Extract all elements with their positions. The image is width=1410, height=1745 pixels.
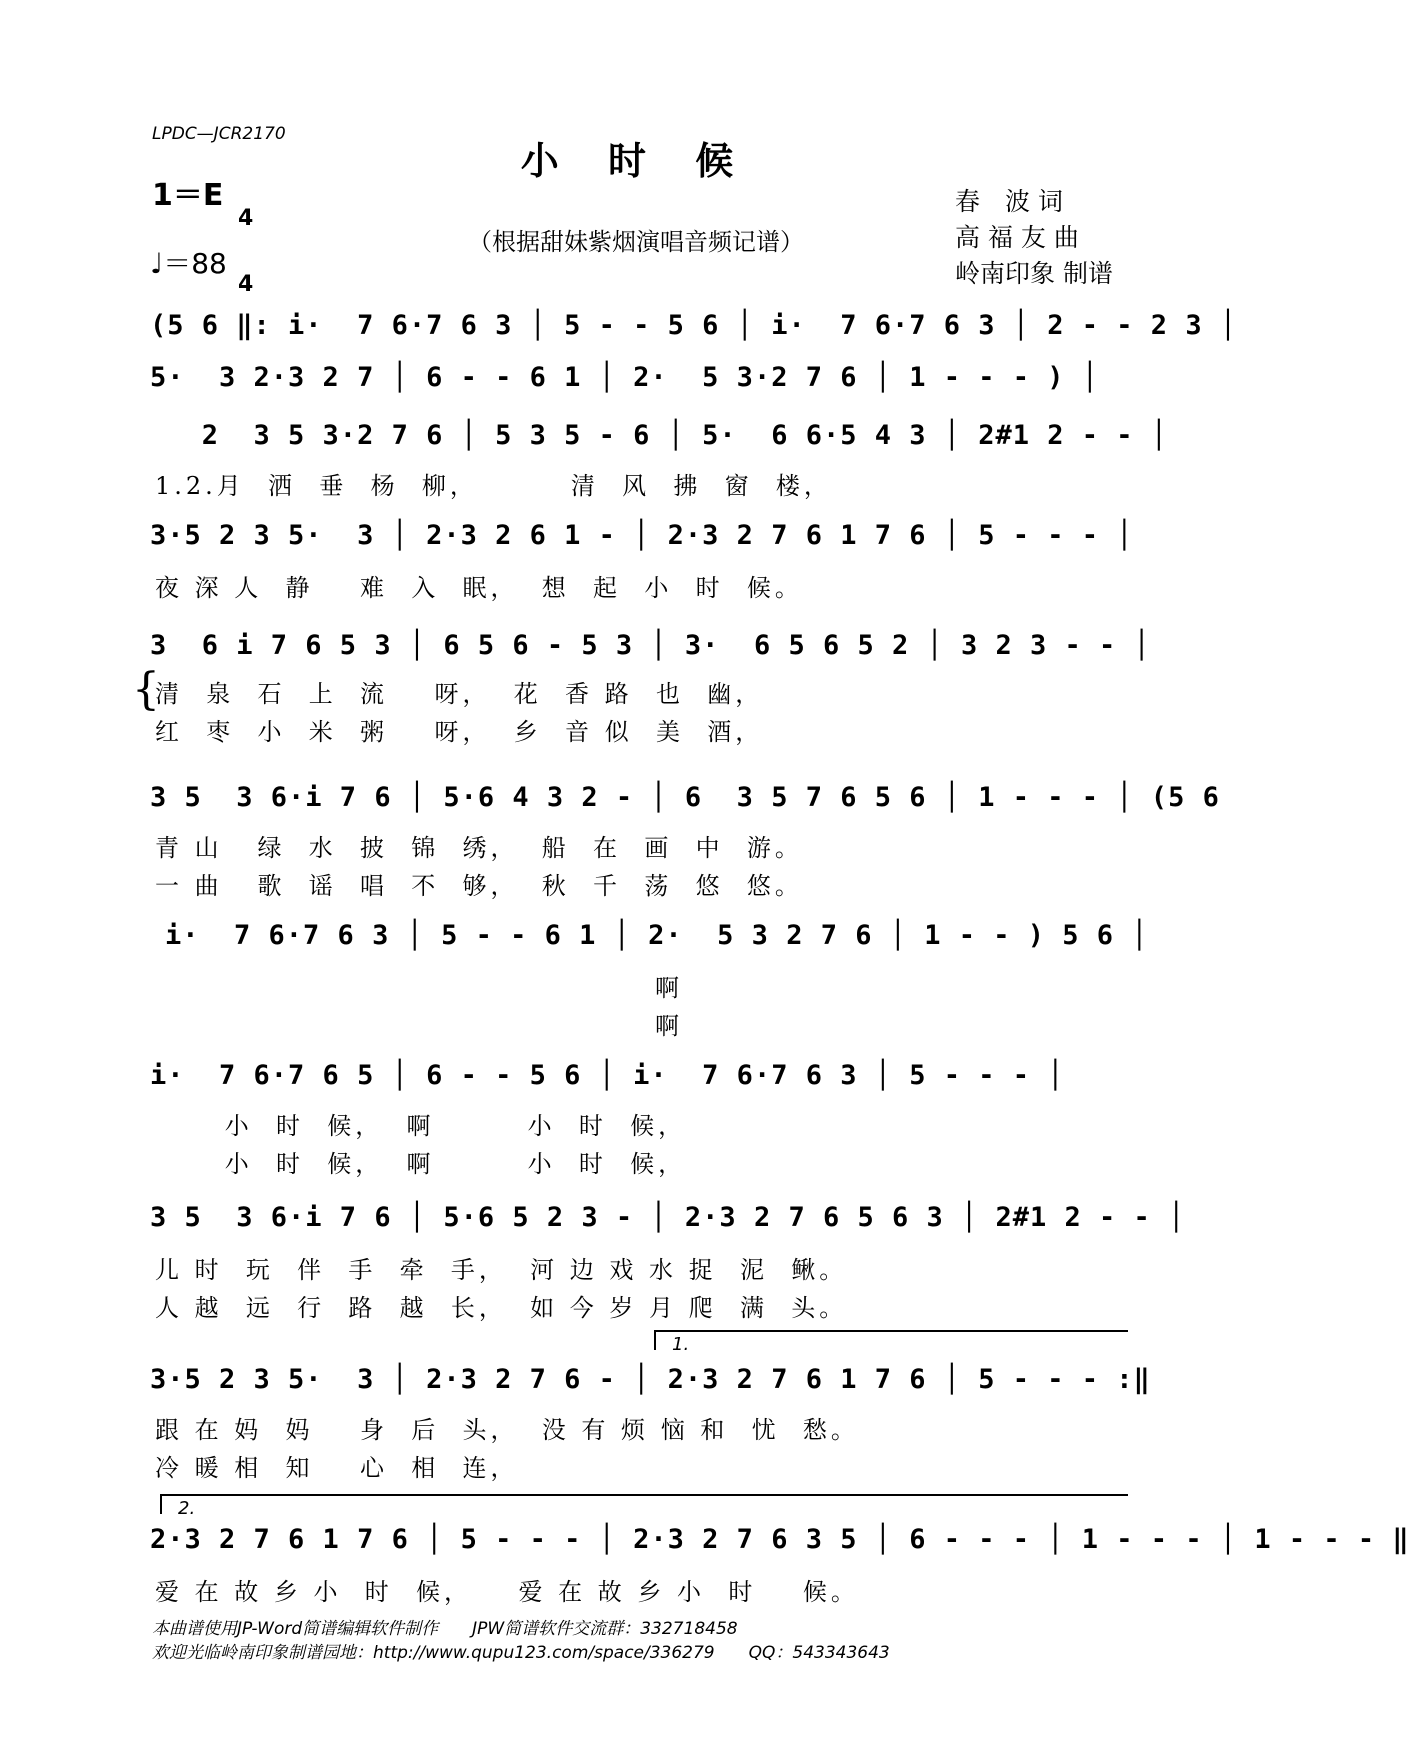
notation-line-8: i· 7 6·7 6 5 │ 6 - - 5 6 │ i· 7 6·7 6 3 │ 5 - - - │ <box>150 1060 1065 1091</box>
lyric-line-4a: 夜 深 人 静 难 入 眠， 想 起 小 时 候。 <box>155 574 803 602</box>
song-title: 小 时 候 <box>520 138 752 183</box>
lyricist-credit: 春 波 词 <box>955 187 1063 216</box>
lyric-line-9b: 人 越 远 行 路 越 长， 如 今 岁 月 爬 满 头。 <box>155 1294 848 1322</box>
lyric-line-10b: 冷 暖 相 知 心 相 连， <box>155 1454 519 1482</box>
notation-line-11: 2·3 2 7 6 1 7 6 │ 5 - - - │ 2·3 2 7 6 3 5 │ 6 - - - │ 1 - - - │ 1 - - - ‖ <box>150 1524 1410 1555</box>
arranger-credit: 岭南印象 制谱 <box>955 259 1113 288</box>
lyric-line-8a: 小 时 候， 啊 小 时 候， <box>155 1112 687 1140</box>
lyric-line-11a: 爱 在 故 乡 小 时 候， 爱 在 故 乡 小 时 候。 <box>155 1578 859 1606</box>
notation-line-5: 3 6 i 7 6 5 3 │ 6 5 6 - 5 3 │ 3· 6 5 6 5 2 │ 3 2 3 - - │ <box>150 630 1151 661</box>
composer-credit: 高 福 友 曲 <box>955 223 1079 252</box>
lyric-line-7a: 啊 <box>155 974 684 1002</box>
source-note: （根据甜妹紫烟演唱音频记谱） <box>468 228 804 256</box>
lyric-line-10a: 跟 在 妈 妈 身 后 头， 没 有 烦 恼 和 忧 愁。 <box>155 1416 859 1444</box>
tempo-mark: ♩＝88 <box>150 247 227 280</box>
notation-line-9: 3 5 3 6·i 7 6 │ 5·6 5 2 3 - │ 2·3 2 7 6 5 6 3 │ 2#1 2 - - │ <box>150 1202 1186 1233</box>
notation-line-3: 2 3 5 3·2 7 6 │ 5 3 5 - 6 │ 5· 6 6·5 4 3 │ 2#1 2 - - │ <box>150 420 1169 451</box>
lyric-line-5b: 红 枣 小 米 粥 呀， 乡 音 似 美 酒， <box>155 718 764 746</box>
notation-line-1: (5 6 ‖: i· 7 6·7 6 3 │ 5 - - 5 6 │ i· 7 6·7 6 3 │ 2 - - 2 3 │ <box>150 310 1238 341</box>
time-signature-top: 4 <box>238 206 254 231</box>
key-signature: 1＝E <box>152 178 224 213</box>
second-ending-label: 2. <box>178 1498 196 1519</box>
footer-software: 本曲谱使用JP-Word简谱编辑软件制作 JPW简谱软件交流群：332718458 <box>152 1619 738 1639</box>
first-ending-bracket <box>654 1330 1128 1355</box>
lyric-line-9a: 儿 时 玩 伴 手 牵 手， 河 边 戏 水 捉 泥 鳅。 <box>155 1256 848 1284</box>
lyric-line-5a: 清 泉 石 上 流 呀， 花 香 路 也 幽， <box>155 680 764 708</box>
lyric-line-6a: 青 山 绿 水 披 锦 绣， 船 在 画 中 游。 <box>155 834 803 862</box>
notation-line-4: 3·5 2 3 5· 3 │ 2·3 2 6 1 - │ 2·3 2 7 6 1 7 6 │ 5 - - - │ <box>150 520 1134 551</box>
time-signature-bottom: 4 <box>238 272 254 297</box>
notation-line-2: 5· 3 2·3 2 7 │ 6 - - 6 1 │ 2· 5 3·2 7 6 │ 1 - - - ) │ <box>150 362 1100 393</box>
lyric-line-8b: 小 时 候， 啊 小 时 候， <box>155 1150 687 1178</box>
notation-line-7: i· 7 6·7 6 3 │ 5 - - 6 1 │ 2· 5 3 2 7 6 │ 1 - - ) 5 6 │ <box>165 920 1149 951</box>
second-ending-bracket <box>160 1494 1128 1519</box>
notation-line-6: 3 5 3 6·i 7 6 │ 5·6 4 3 2 - │ 6 3 5 7 6 5 6 │ 1 - - - │ (5 6 <box>150 782 1220 813</box>
score-code: LPDC—JCR2170 <box>152 124 286 144</box>
lyric-line-7b: 啊 <box>155 1012 684 1040</box>
first-ending-label: 1. <box>672 1334 690 1355</box>
notation-line-10: 3·5 2 3 5· 3 │ 2·3 2 7 6 - │ 2·3 2 7 6 1 7 6 │ 5 - - - :‖ <box>150 1364 1151 1395</box>
lyric-line-3a: 1.2.月 洒 垂 杨 柳， 清 风 拂 窗 楼， <box>155 472 832 500</box>
footer-website: 欢迎光临岭南印象制谱园地：http://www.qupu123.com/space/336279 QQ：543343643 <box>152 1643 890 1663</box>
verse-brace: { <box>132 664 160 715</box>
lyric-line-6b: 一 曲 歌 谣 唱 不 够， 秋 千 荡 悠 悠。 <box>155 872 803 900</box>
